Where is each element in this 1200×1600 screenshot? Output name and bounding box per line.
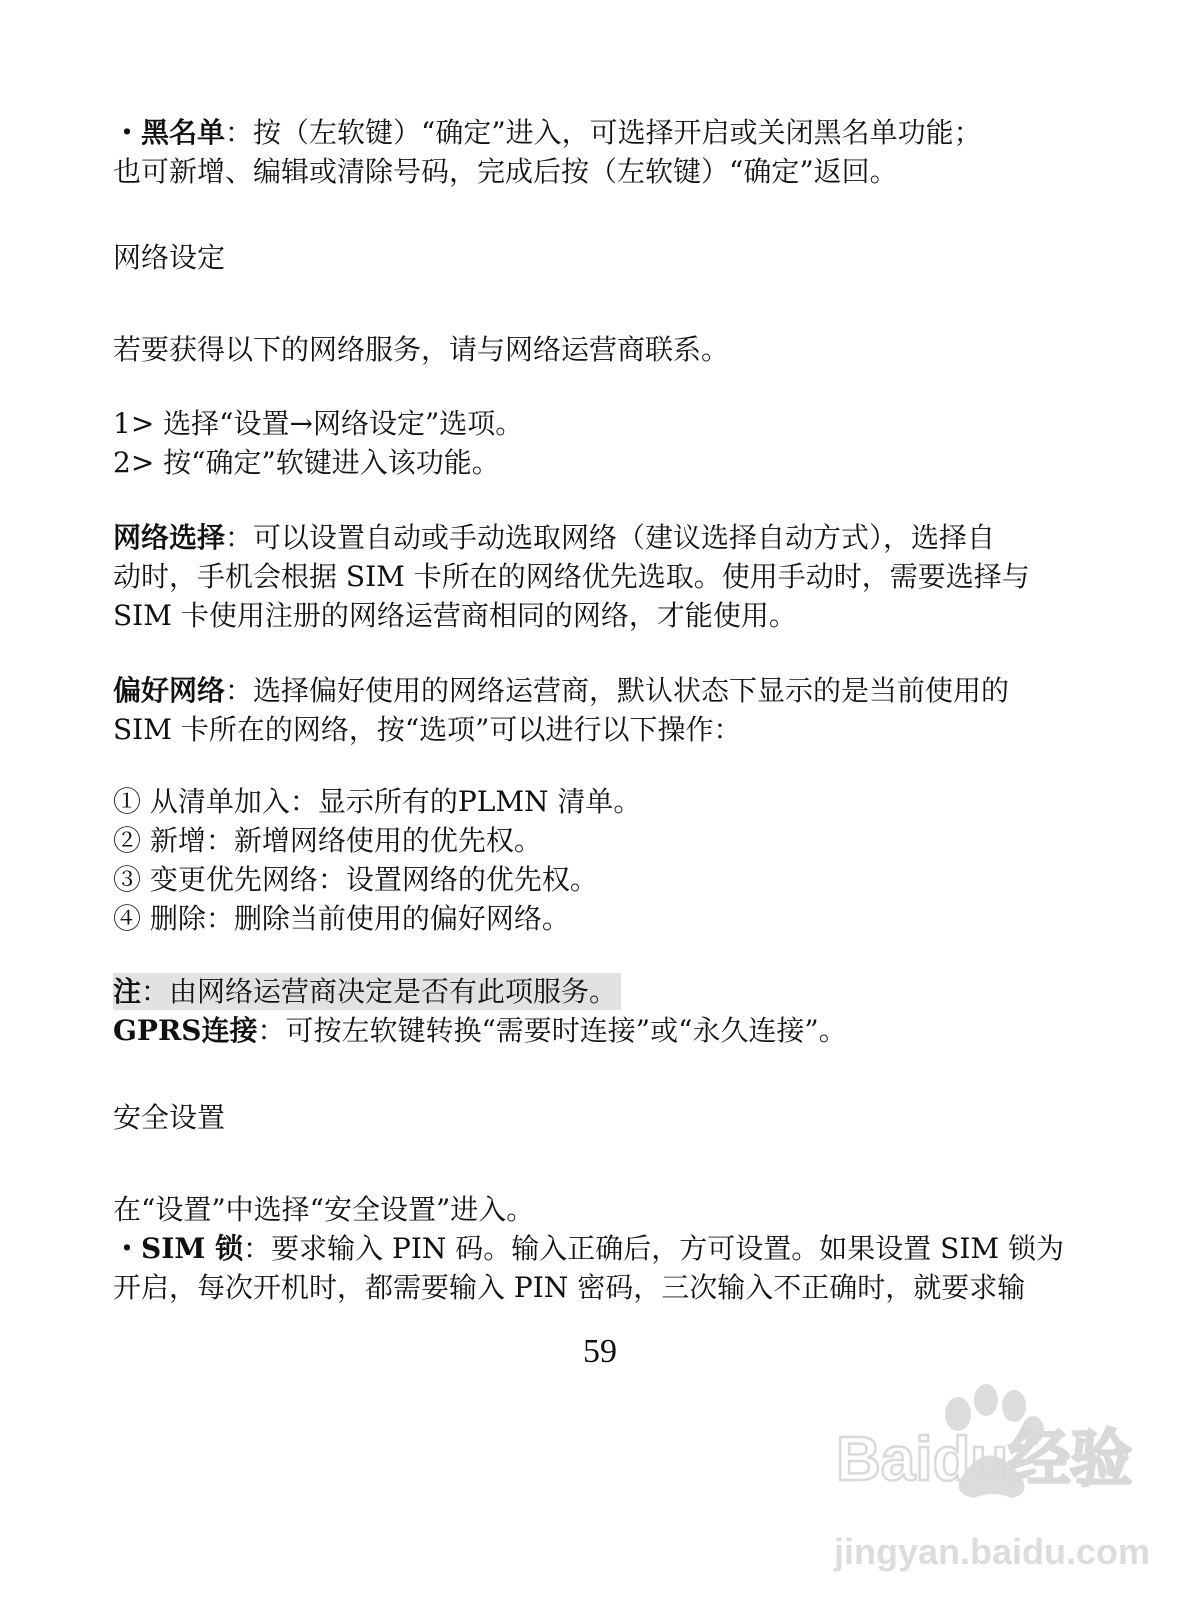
- paragraph-line: SIM 卡所在的网络，按“选项”可以进行以下操作：: [113, 713, 742, 746]
- network-heading: 网络设定: [113, 241, 226, 274]
- watermark-brand: Baidu经验: [836, 1425, 1133, 1494]
- note-highlight: [113, 973, 621, 1010]
- paragraph-line: ：可以设置自动或手动选取网络（建议选择自动方式），选择自: [225, 521, 996, 554]
- sim-lock-bullet: ・: [113, 1232, 142, 1265]
- blacklist-paragraph: [113, 113, 1063, 191]
- blacklist-line2: 也可新增、编辑或清除号码，完成后按（左软键）“确定”返回。: [113, 155, 898, 188]
- security-heading: 安全设置: [113, 1101, 226, 1134]
- option-item: ③ 变更优先网络：设置网络的优先权。: [113, 863, 598, 896]
- page-number: 59: [583, 1333, 617, 1370]
- gprs-title: GPRS连接: [113, 1014, 258, 1047]
- blacklist-line1: ：按（左软键）“确定”进入，可选择开启或关闭黑名单功能；: [225, 116, 982, 149]
- note-label: 注: [113, 975, 142, 1008]
- watermark-url: jingyan.baidu.com: [834, 1531, 1150, 1572]
- option-item: ② 新增：新增网络使用的优先权。: [113, 824, 542, 857]
- paragraph-line: SIM 卡使用注册的网络运营商相同的网络，才能使用。: [113, 599, 797, 632]
- note-text: ：由网络运营商决定是否有此项服务。: [141, 975, 618, 1008]
- security-intro: 在“设置”中选择“安全设置”进入。: [113, 1193, 535, 1226]
- step-item: 2> 按“确定”软键进入该功能。: [113, 446, 500, 479]
- gprs-text: ：可按左软键转换“需要时连接”或“永久连接”。: [257, 1014, 847, 1047]
- preferred-options-list: [113, 782, 1063, 938]
- preferred-network-title: 偏好网络: [113, 674, 226, 707]
- baidu-watermark: [830, 1370, 1150, 1600]
- network-selection-paragraph: [113, 518, 1063, 635]
- sim-lock-line1: ：要求输入 PIN 码。输入正确后，方可设置。如果设置 SIM 锁为: [243, 1232, 1064, 1265]
- paragraph-line: ：选择偏好使用的网络运营商，默认状态下显示的是当前使用的: [225, 674, 1010, 707]
- step-item: 1> 选择“设置→网络设定”选项。: [113, 407, 524, 440]
- network-intro: 若要获得以下的网络服务，请与网络运营商联系。: [113, 333, 730, 366]
- preferred-network-paragraph: [113, 671, 1063, 749]
- network-selection-title: 网络选择: [113, 521, 226, 554]
- option-item: ① 从清单加入：显示所有的PLMN 清单。: [113, 785, 642, 818]
- security-paragraph: [113, 1190, 1063, 1307]
- blacklist-bullet: ・: [113, 116, 142, 149]
- option-item: ④ 删除：删除当前使用的偏好网络。: [113, 902, 570, 935]
- network-steps: [113, 404, 1063, 482]
- sim-lock-title: SIM 锁: [141, 1232, 244, 1265]
- sim-lock-line2: 开启，每次开机时，都需要输入 PIN 密码，三次输入不正确时，就要求输: [113, 1271, 1026, 1304]
- paragraph-line: 动时，手机会根据 SIM 卡所在的网络优先选取。使用手动时，需要选择与: [113, 560, 1030, 593]
- note-and-gprs: [113, 972, 1063, 1050]
- blacklist-title: 黑名单: [141, 116, 226, 149]
